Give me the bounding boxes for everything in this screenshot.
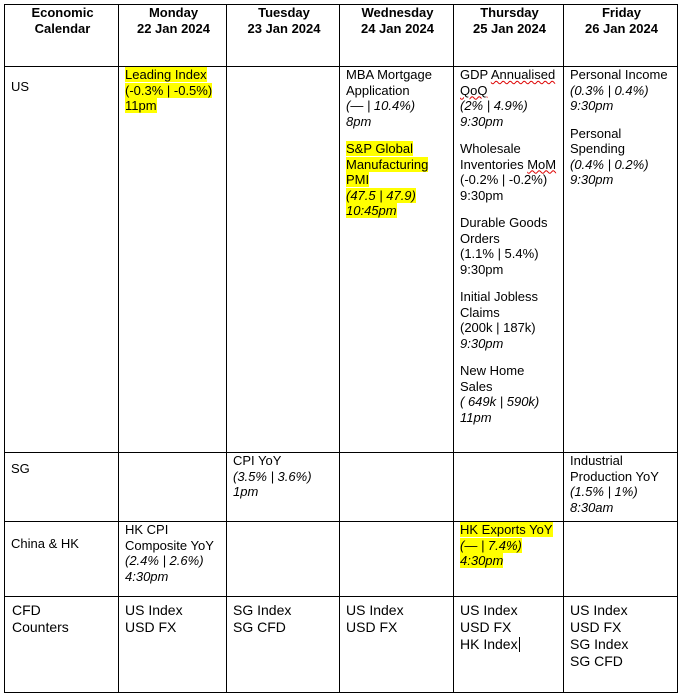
cell-sg-thursday <box>454 453 564 522</box>
counter-item: USD FX <box>460 619 512 635</box>
cell-us-wednesday <box>340 67 454 453</box>
counter-item: SG CFD <box>233 619 286 635</box>
cell-sg-wednesday <box>340 453 454 522</box>
row-us <box>5 67 678 453</box>
cell-cfd-tuesday <box>227 597 340 693</box>
header-row <box>5 5 678 67</box>
counter-item: SG Index <box>233 602 292 618</box>
header-economic-calendar: Economic Calendar <box>5 5 119 67</box>
cell-us-monday <box>119 67 227 453</box>
counter-item: US Index <box>346 602 404 618</box>
cell-cfd-thursday <box>454 597 564 693</box>
header-wednesday: Wednesday 24 Jan 2024 <box>340 5 454 67</box>
event-durable-goods: Durable Goods Orders (1.1% | 5.4%) 9:30pm <box>460 215 548 277</box>
event-personal-income: Personal Income (0.3% | 0.4%) 9:30pm <box>570 67 668 113</box>
event-new-home-sales: New Home Sales ( 649k | 590k) 11pm <box>460 363 540 425</box>
row-sg <box>5 453 678 522</box>
header-tuesday: Tuesday 23 Jan 2024 <box>227 5 340 67</box>
event-cpi-yoy: CPI YoY (3.5% | 3.6%) 1pm <box>233 453 312 499</box>
event-industrial-production: Industrial Production YoY (1.5% | 1%) 8:30am <box>570 453 659 515</box>
cell-cfd-monday <box>119 597 227 693</box>
cell-us-thursday <box>454 67 564 453</box>
header-thursday: Thursday 25 Jan 2024 <box>454 5 564 67</box>
cell-cnhk-tuesday <box>227 522 340 597</box>
counter-item: USD FX <box>125 619 177 635</box>
event-personal-spending: Personal Spending (0.4% | 0.2%) 9:30pm <box>570 125 649 187</box>
counter-item: SG Index <box>570 636 629 652</box>
cell-cnhk-friday <box>564 522 678 597</box>
event-mba-mortgage: MBA Mortgage Application (— | 10.4%) 8pm <box>346 67 432 129</box>
counter-item: US Index <box>125 602 183 618</box>
cell-cnhk-monday <box>119 522 227 597</box>
row-label-cfd-counters: CFD Counters <box>5 597 119 693</box>
row-china-hk <box>5 522 678 597</box>
cell-cfd-wednesday <box>340 597 454 693</box>
event-sp-global-pmi: S&P Global Manufacturing PMI (47.5 | 47.9) 10:45pm <box>346 141 429 218</box>
cell-cnhk-wednesday <box>340 522 454 597</box>
cell-cnhk-thursday <box>454 522 564 597</box>
counter-item: USD FX <box>570 619 622 635</box>
counter-item: US Index <box>570 602 628 618</box>
cell-us-tuesday <box>227 67 340 453</box>
event-gdp-annualised: GDP Annualised QoQ (2% | 4.9%) 9:30pm <box>460 67 556 129</box>
text-cursor <box>519 637 520 652</box>
cell-sg-tuesday <box>227 453 340 522</box>
row-cfd-counters <box>5 597 678 693</box>
event-leading-index: Leading Index (-0.3% | -0.5%) 11pm <box>125 67 213 113</box>
counter-item: SG CFD <box>570 653 623 669</box>
cell-cfd-friday <box>564 597 678 693</box>
event-hk-cpi-composite: HK CPI Composite YoY (2.4% | 2.6%) 4:30pm <box>125 522 214 584</box>
counter-item: USD FX <box>346 619 398 635</box>
cell-us-friday <box>564 67 678 453</box>
cell-sg-monday <box>119 453 227 522</box>
row-label-sg: SG <box>5 453 119 522</box>
counter-item: HK Index <box>460 636 518 652</box>
counter-item: US Index <box>460 602 518 618</box>
event-initial-jobless: Initial Jobless Claims (200k | 187k) 9:30pm <box>460 289 539 351</box>
row-label-china-hk: China & HK <box>5 522 119 597</box>
row-label-us: US <box>5 67 119 453</box>
event-wholesale-inventories: Wholesale Inventories MoM (-0.2% | -0.2%) 9:30pm <box>460 141 557 203</box>
event-hk-exports: HK Exports YoY (— | 7.4%) 4:30pm <box>460 522 553 568</box>
cell-sg-friday <box>564 453 678 522</box>
header-friday: Friday 26 Jan 2024 <box>564 5 678 67</box>
header-monday: Monday 22 Jan 2024 <box>119 5 227 67</box>
economic-calendar-table <box>4 4 678 693</box>
